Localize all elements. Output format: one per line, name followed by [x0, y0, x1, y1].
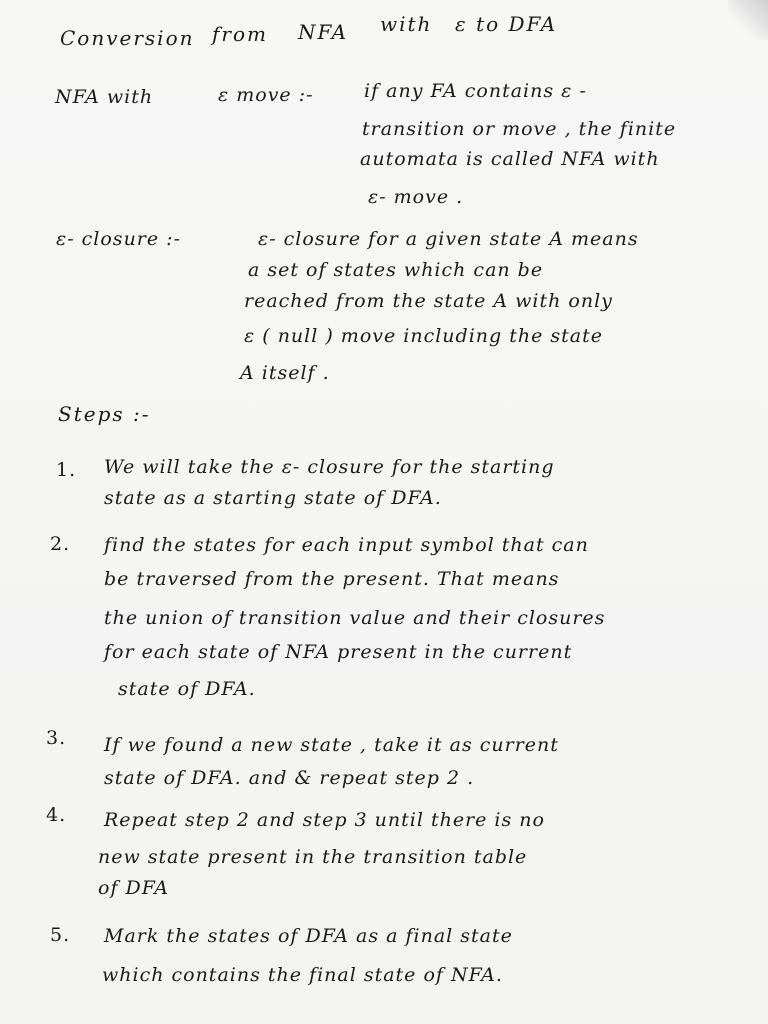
nfa-def-term-2: ε move :- [218, 84, 314, 106]
step-3-line-1: If we found a new state , take it as current [104, 734, 559, 756]
closure-def-line-1: ε- closure for a given state A means [258, 228, 639, 250]
closure-def-term: ε- closure :- [56, 228, 181, 250]
closure-def-line-3: reached from the state A with only [244, 290, 613, 312]
step-3-line-2: state of DFA. and & repeat step 2 . [104, 767, 475, 789]
title-word-e-to-dfa: ε to DFA [455, 12, 558, 36]
step-5-line-2: which contains the final state of NFA. [102, 964, 503, 986]
step-4-number: 4. [46, 804, 67, 826]
step-2-line-1: find the states for each input symbol that can [104, 534, 589, 556]
step-1-line-2: state as a starting state of DFA. [104, 487, 442, 509]
step-2-line-5: state of DFA. [118, 678, 256, 700]
step-5-line-1: Mark the states of DFA as a final state [104, 925, 513, 947]
step-2-number: 2. [50, 533, 71, 555]
steps-heading: Steps :- [58, 402, 151, 426]
title-word-with: with [380, 12, 433, 36]
nfa-def-term: NFA with [55, 86, 154, 108]
closure-def-line-4: ε ( null ) move including the state [244, 325, 603, 347]
title-word-conversion: Conversion [60, 26, 195, 50]
nfa-def-line-4: ε- move . [368, 186, 464, 208]
closure-def-line-5: A itself . [240, 362, 330, 384]
step-1-number: 1. [56, 459, 77, 481]
step-4-line-1: Repeat step 2 and step 3 until there is no [104, 809, 545, 831]
step-1-line-1: We will take the ε- closure for the starting [104, 456, 555, 478]
nfa-def-line-2: transition or move , the finite [362, 118, 677, 140]
title-word-nfa: NFA [298, 20, 349, 44]
closure-def-line-2: a set of states which can be [248, 259, 544, 281]
step-3-number: 3. [46, 727, 67, 749]
step-5-number: 5. [50, 924, 71, 946]
nfa-def-line-3: automata is called NFA with [360, 148, 660, 170]
nfa-def-line-1: if any FA contains ε - [364, 80, 587, 102]
step-2-line-3: the union of transition value and their closures [104, 607, 606, 629]
page-corner-shadow [728, 0, 768, 40]
step-2-line-2: be traversed from the present. That means [104, 568, 560, 590]
step-2-line-4: for each state of NFA present in the current [104, 641, 573, 663]
title-word-from: from [212, 22, 268, 46]
step-4-line-3: of DFA [98, 877, 169, 899]
step-4-line-2: new state present in the transition table [98, 846, 528, 868]
